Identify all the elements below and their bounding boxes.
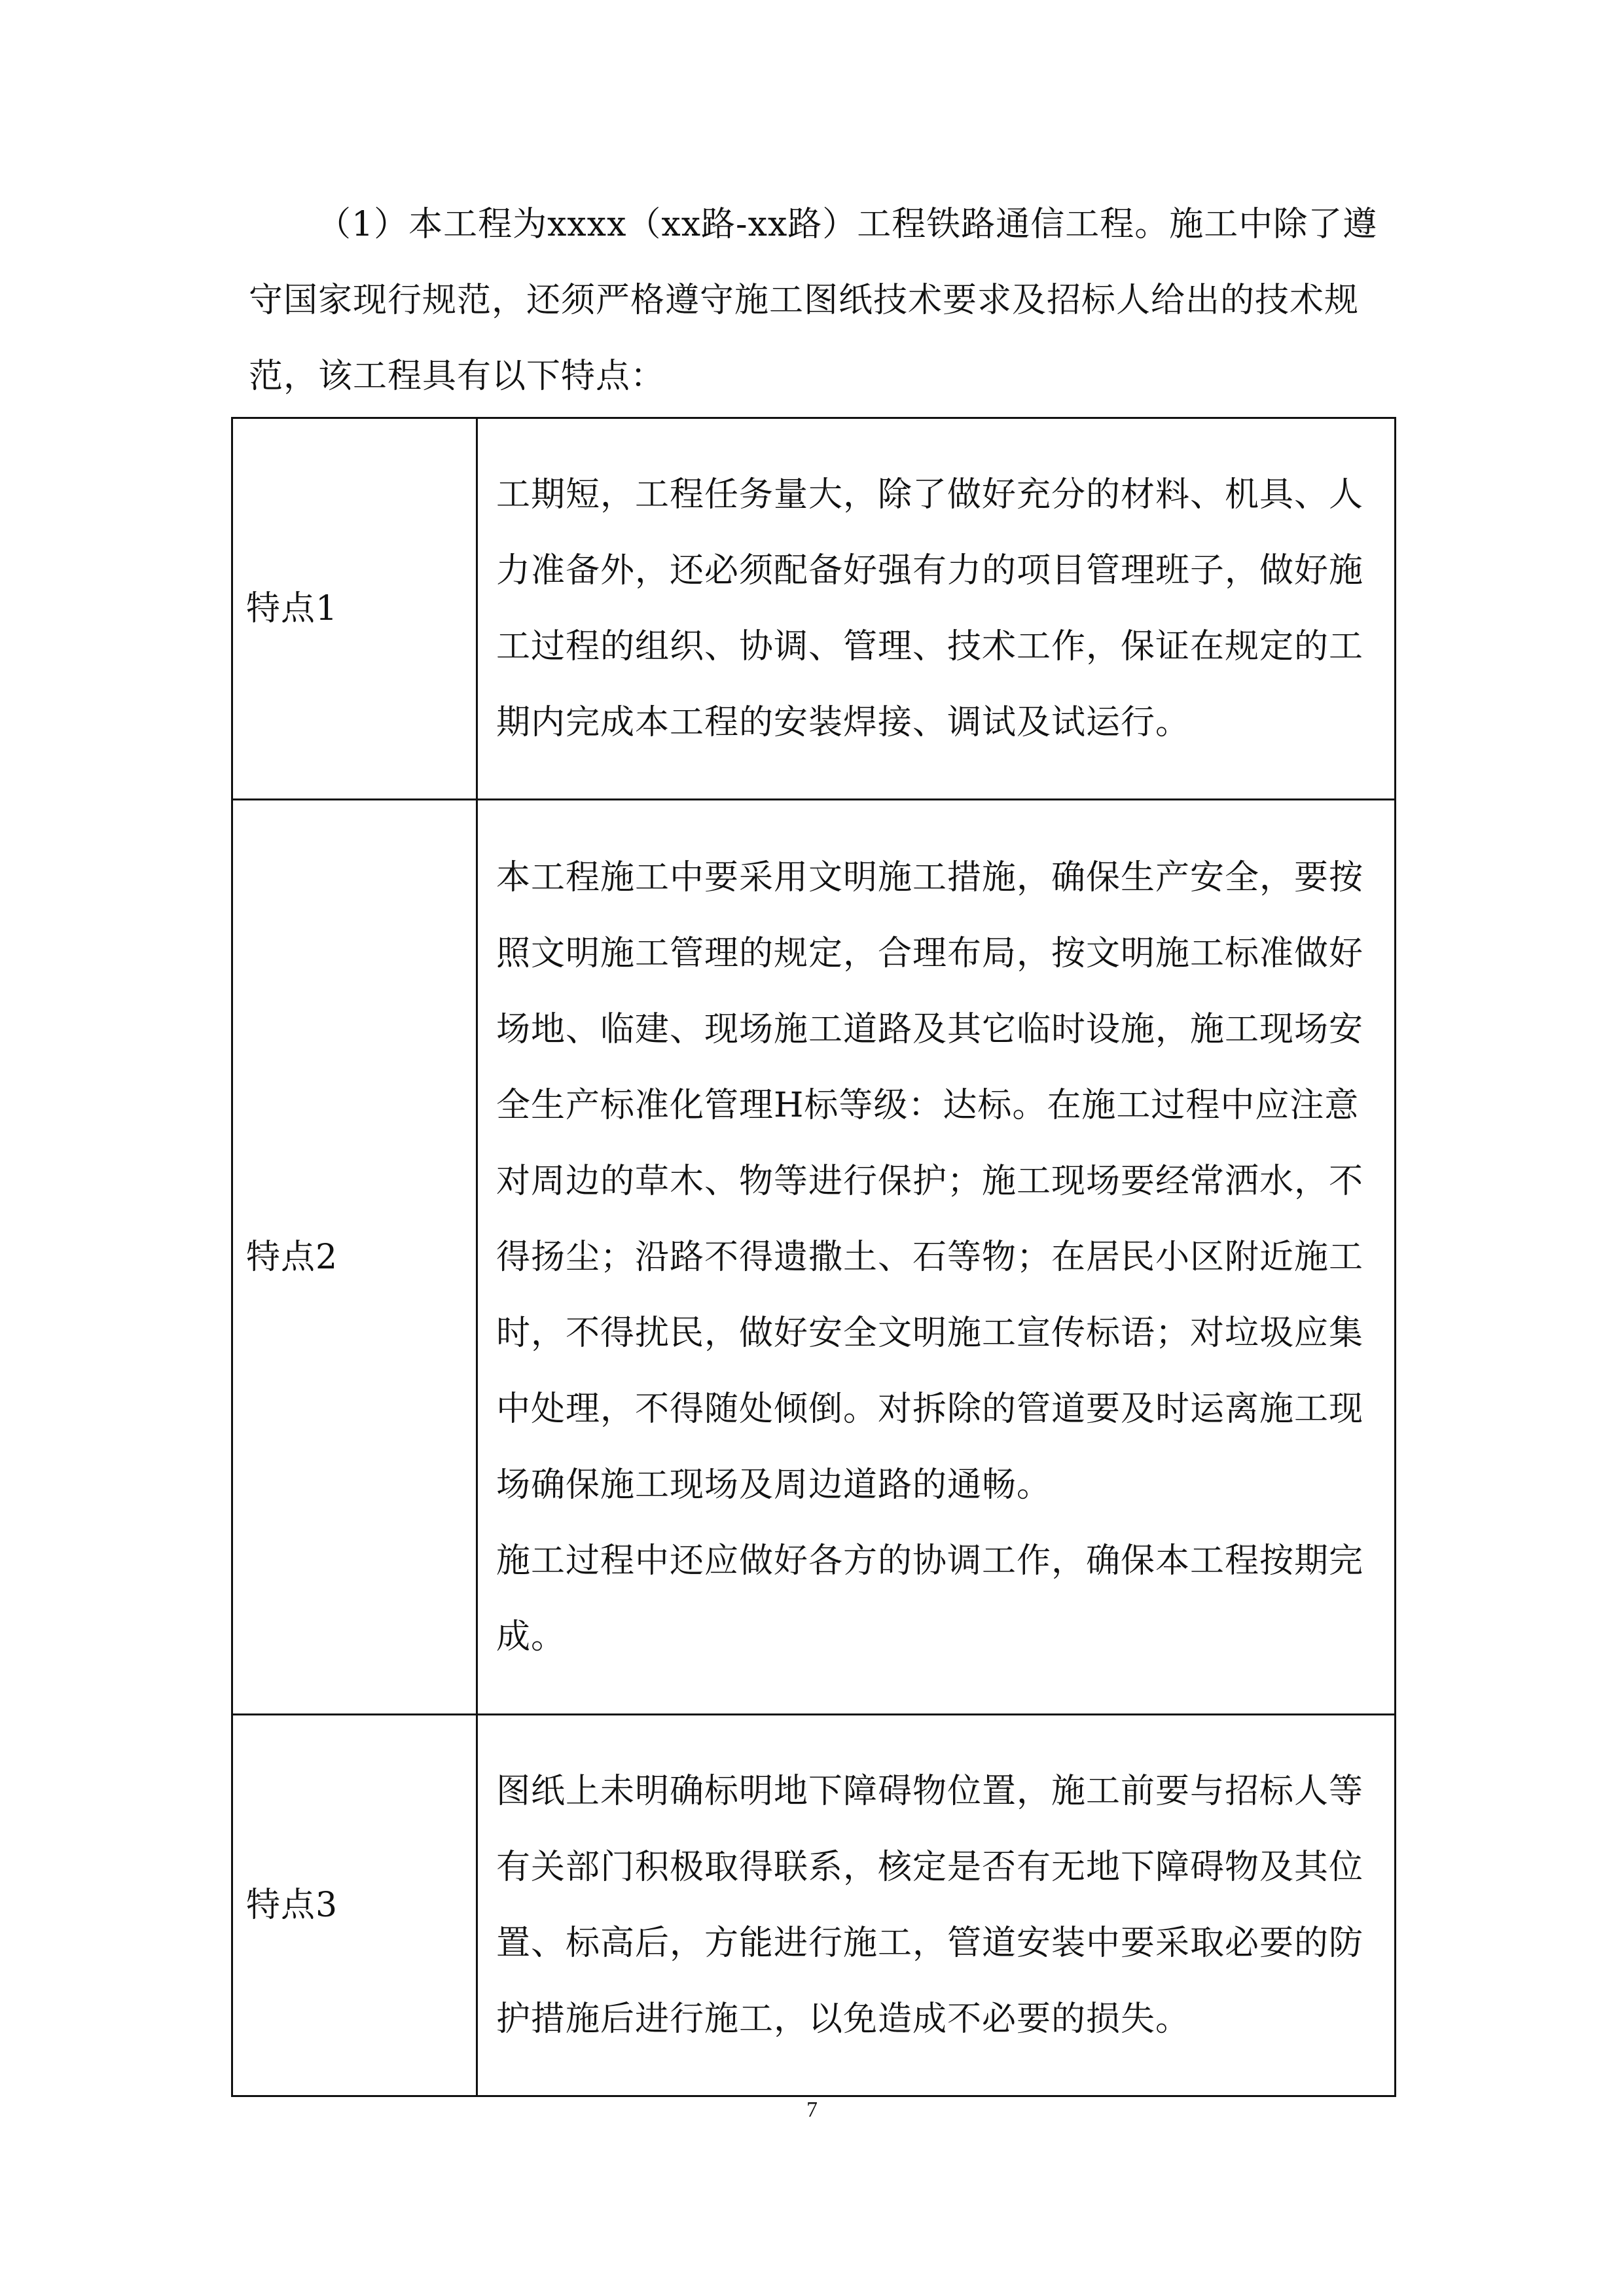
features-table — [231, 417, 1396, 2097]
table-row — [232, 800, 1396, 1715]
feature-description — [477, 418, 1396, 800]
feature-label: 特点1 — [232, 418, 477, 800]
table-row — [232, 418, 1396, 800]
feature-label: 特点3 — [232, 1715, 477, 2096]
intro-paragraph: （1）本工程为xxxx（xx路-xx路）工程铁路通信工程。施工中除了遵守国家现行规范，还须严格遵守施工图纸技术要求及招标人给出的技术规范，该工程具有以下特点： — [249, 205, 1378, 396]
feature-paragraph: 本工程施工中要采用文明施工措施，确保生产安全，要按照文明施工管理的规定，合理布局，按文明施工标准做好场地、临建、现场施工道路及其它临时设施，施工现场安全生产标准化管理H标等级：达标。在施工过程中应注意对周边的草木、物等进行保护；施工现场要经常洒水，不得扬尘；沿路不得遗撒土、石等物；在居民小区附近施工时，不得扰民，做好安全文明施工宣传标语；对垃圾应集中处理，不得随处倾倒。对拆除的管道要及时运离施工现场确保施工现场及周边道路的通畅。 — [496, 857, 1364, 1505]
feature-paragraph: 图纸上未明确标明地下障碍物位置，施工前要与招标人等有关部门积极取得联系，核定是否有无地下障碍物及其位置、标高后，方能进行施工，管道安装中要采取必要的防护措施后进行施工，以免造成不必要的损失。 — [496, 1772, 1364, 2039]
feature-label: 特点2 — [232, 800, 477, 1715]
feature-paragraph: 施工过程中还应做好各方的协调工作，确保本工程按期完成。 — [496, 1541, 1364, 1657]
page-number: 7 — [806, 2098, 818, 2122]
table-row — [232, 1715, 1396, 2096]
feature-description — [477, 1715, 1396, 2096]
feature-description — [477, 800, 1396, 1715]
feature-paragraph: 工期短，工程任务量大，除了做好充分的材料、机具、人力准备外，还必须配备好强有力的项目管理班子，做好施工过程的组织、协调、管理、技术工作，保证在规定的工期内完成本工程的安装焊接、调试及试运行。 — [496, 475, 1364, 742]
